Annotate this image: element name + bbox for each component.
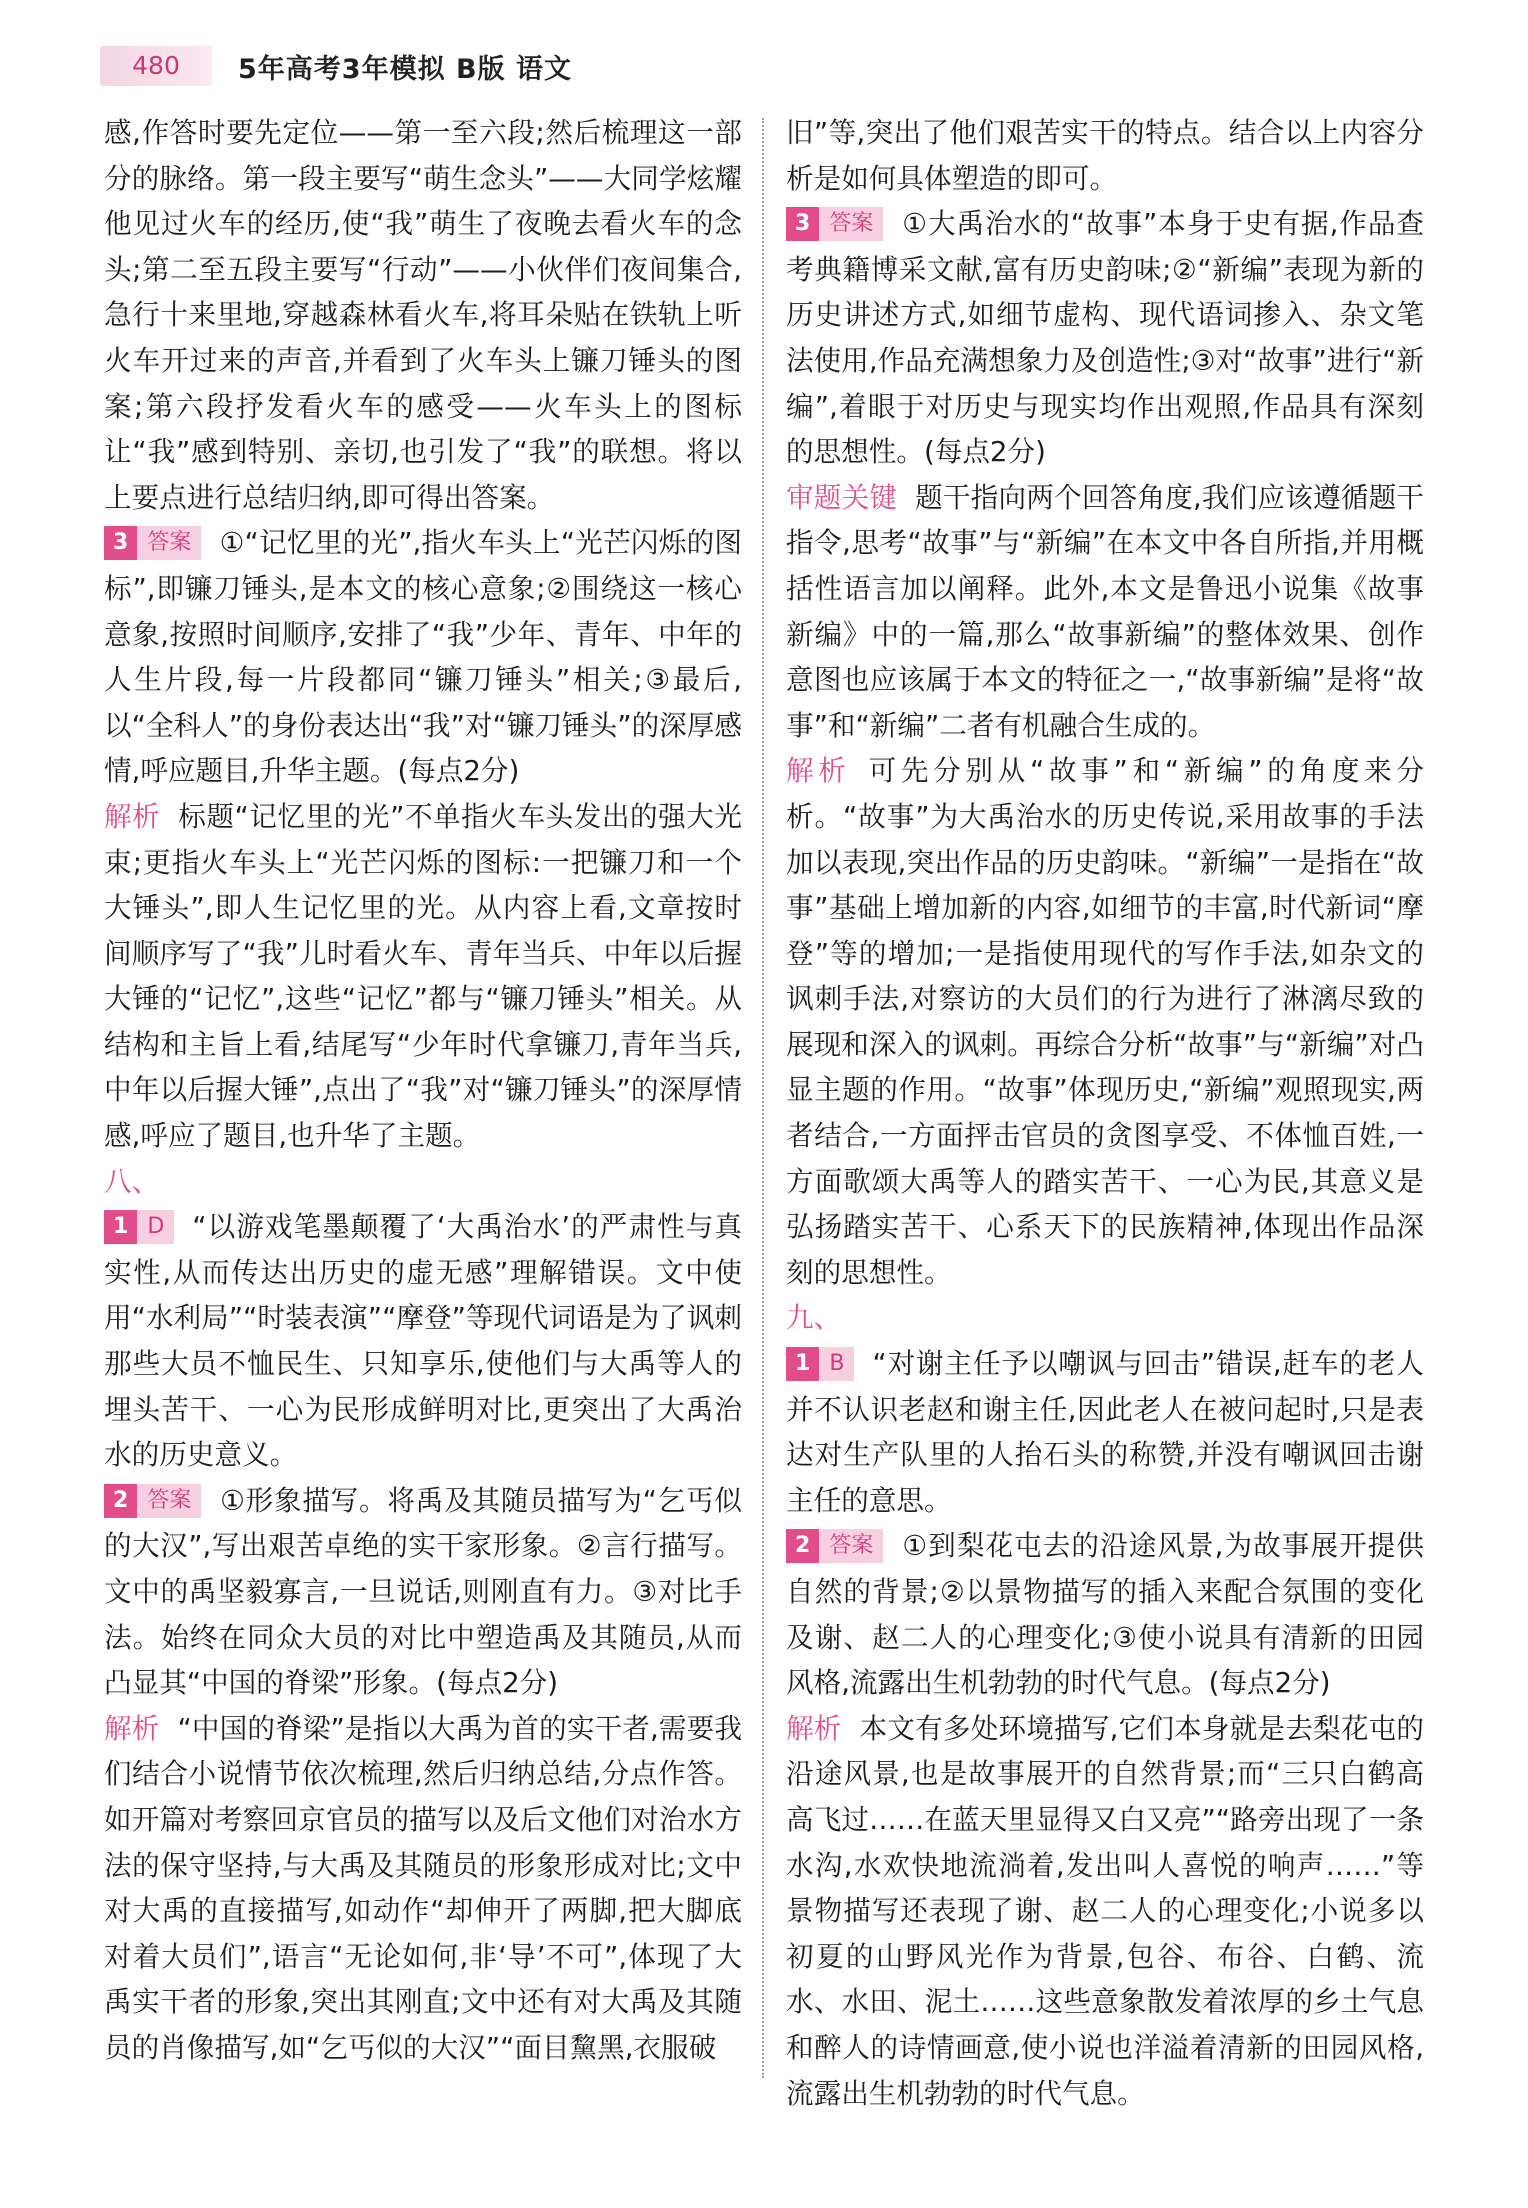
- intro-paragraph: 感,作答时要先定位——第一至六段;然后梳理这一部分的脉络。第一段主要写“萌生念头”——大同学炫耀他见过火车的经历,使“我”萌生了夜晚去看火车的念头;第二至五段主要写“行动”——小伙伴们夜间集合,急行十来里地,穿越森林看火车,将耳朵贴在铁轨上听火车开过来的声音,并看到了火车头上镰刀锤头的图案;第六段抒发看火车的感受——火车头上的图标让“我”感到特别、亲切,也引发了“我”的联想。将以上要点进行总结归纳,即可得出答案。: [104, 116, 742, 514]
- answer-block: [104, 520, 742, 794]
- answer-block: [786, 1523, 1424, 1705]
- answer-tag: [786, 1526, 883, 1560]
- answer-text: ①形象描写。将禹及其随员描写为“乞丐似的大汉”,写出艰苦卓绝的实干家形象。②言行描写。文中的禹坚毅寡言,一旦说话,则刚直有力。③对比手法。始终在同众大员的对比中塑造禹及其随员,从而凸显其“中国的脊梁”形象。(每点2分): [104, 1483, 742, 1700]
- question-number: 3: [104, 526, 137, 560]
- answer-text: ①大禹治水的“故事”本身于史有据,作品查考典籍博采文献,富有历史韵味;②“新编”表现为新的历史讲述方式,如细节虚构、现代语词掺入、杂文笔法使用,作品充满想象力及创造性;③对“故事”进行“新编”,着眼于对历史与现实均作出观照,作品具有深刻的思想性。(每点2分): [786, 207, 1424, 469]
- question-number: 2: [786, 1529, 819, 1563]
- choice-tag: [786, 1344, 854, 1378]
- analysis-block: [786, 1706, 1424, 2116]
- key-point-block: [786, 475, 1424, 749]
- choice-tag: [104, 1207, 174, 1241]
- question-number: 3: [786, 207, 819, 241]
- analysis-label: 解析: [104, 1711, 160, 1745]
- choice-explanation: “对谢主任予以嘲讽与回击”错误,赶车的老人并不认识老赵和谢主任,因此老人在被问起时,只是表达对生产队里的人抬石头的称赞,并没有嘲讽回击谢主任的意思。: [786, 1347, 1424, 1517]
- answer-block: [104, 1478, 742, 1706]
- question-number: 1: [104, 1210, 137, 1244]
- key-point-label: 审题关键: [786, 480, 898, 514]
- answer-label: 答案: [819, 207, 883, 241]
- analysis-block: [786, 748, 1424, 1295]
- choice-letter: D: [137, 1210, 174, 1244]
- book-title: 5年高考3年模拟 B版 语文: [238, 53, 572, 85]
- choice-letter: B: [819, 1347, 854, 1381]
- answer-tag: [104, 523, 201, 557]
- answer-label: 答案: [137, 526, 201, 560]
- section-heading: 九、: [786, 1301, 842, 1335]
- analysis-text: 本文有多处环境描写,它们本身就是去梨花屯的沿途风景,也是故事展开的自然背景;而“三只白鹤高高飞过……在蓝天里显得又白又亮”“路旁出现了一条水沟,水欢快地流淌着,发出叫人喜悦的响声……”等景物描写还表现了谢、赵二人的心理变化;小说多以初夏的山野风光作为背景,包谷、布谷、白鹤、流水、水田、泥土……这些意象散发着浓厚的乡土气息和醉人的诗情画意,使小说也洋溢着清新的田园风格,流露出生机勃勃的时代气息。: [786, 1711, 1424, 2110]
- choice-answer-block: [786, 1341, 1424, 1523]
- analysis-block: [104, 794, 742, 1159]
- analysis-label: 解析: [786, 754, 851, 788]
- question-number: 1: [786, 1347, 819, 1381]
- column-divider: [762, 118, 764, 2078]
- choice-answer-block: [104, 1204, 742, 1478]
- answer-label: 答案: [819, 1529, 883, 1563]
- answer-tag: [786, 204, 883, 238]
- continued-paragraph: 旧”等,突出了他们艰苦实干的特点。结合以上内容分析是如何具体塑造的即可。: [786, 116, 1424, 195]
- analysis-block: [104, 1706, 742, 2071]
- analysis-text: “中国的脊梁”是指以大禹为首的实干者,需要我们结合小说情节依次梳理,然后归纳总结,分点作答。如开篇对考察回京官员的描写以及后文他们对治水方法的保守坚持,与大禹及其随员的形象形成对比;文中对大禹的直接描写,如动作“却伸开了两脚,把大脚底对着大员们”,语言“无论如何,非‘导’不可”,体现了大禹实干者的形象,突出其刚直;文中还有对大禹及其随员的肖像描写,如“乞丐似的大汉”“面目黧黑,衣服破: [104, 1711, 742, 2064]
- key-point-text: 题干指向两个回答角度,我们应该遵循题干指令,思考“故事”与“新编”在本文中各自所指,并用概括性语言加以阐释。此外,本文是鲁迅小说集《故事新编》中的一篇,那么“故事新编”的整体效果、创作意图也应该属于本文的特征之一,“故事新编”是将“故事”和“新编”二者有机融合生成的。: [786, 480, 1424, 742]
- page-number: 480: [100, 46, 212, 86]
- answer-block: [786, 201, 1424, 475]
- answer-text: ①到梨花屯去的沿途风景,为故事展开提供自然的背景;②以景物描写的插入来配合氛围的变化及谢、赵二人的心理变化;③使小说具有清新的田园风格,流露出生机勃勃的时代气息。(每点2分): [786, 1529, 1424, 1700]
- left-column: [104, 110, 742, 2071]
- answer-tag: [104, 1481, 201, 1515]
- analysis-text: 可先分别从“故事”和“新编”的角度来分析。“故事”为大禹治水的历史传说,采用故事的手法加以表现,突出作品的历史韵味。“新编”一是指在“故事”基础上增加新的内容,如细节的丰富,时代新词“摩登”等的增加;一是指使用现代的写作手法,如杂文的讽刺手法,对察访的大员们的行为进行了淋漓尽致的展现和深入的讽刺。再综合分析“故事”与“新编”对凸显主题的作用。“故事”体现历史,“新编”观照现实,两者结合,一方面抨击官员的贪图享受、不体恤百姓,一方面歌颂大禹等人的踏实苦干、一心为民,其意义是弘扬踏实苦干、心系天下的民族精神,体现出作品深刻的思想性。: [786, 754, 1424, 1289]
- answer-label: 答案: [137, 1484, 201, 1518]
- section-heading: 八、: [104, 1164, 160, 1198]
- analysis-text: 标题“记忆里的光”不单指火车头发出的强大光束;更指火车头上“光芒闪烁的图标:一把镰刀和一个大锤头”,即人生记忆里的光。从内容上看,文章按时间顺序写了“我”儿时看火车、青年当兵、中年以后握大锤的“记忆”,这些“记忆”都与“镰刀锤头”相关。从结构和主旨上看,结尾写“少年时代拿镰刀,青年当兵,中年以后握大锤”,点出了“我”对“镰刀锤头”的深厚情感,呼应了题目,也升华了主题。: [104, 799, 742, 1153]
- question-number: 2: [104, 1484, 137, 1518]
- choice-explanation: “以游戏笔墨颠覆了‘大禹治水’的严肃性与真实性,从而传达出历史的虚无感”理解错误。文中使用“水利局”“时装表演”“摩登”等现代词语是为了讽刺那些大员不恤民生、只知享乐,使他们与大禹等人的埋头苦干、一心为民形成鲜明对比,更突出了大禹治水的历史意义。: [104, 1210, 742, 1472]
- right-column: [786, 110, 1424, 2116]
- analysis-label: 解析: [786, 1711, 842, 1745]
- answer-text: ①“记忆里的光”,指火车头上“光芒闪烁的图标”,即镰刀锤头,是本文的核心意象;②围绕这一核心意象,按照时间顺序,安排了“我”少年、青年、中年的人生片段,每一片段都同“镰刀锤头”相关;③最后,以“全科人”的身份表达出“我”对“镰刀锤头”的深厚感情,呼应题目,升华主题。(每点2分): [104, 526, 742, 788]
- analysis-label: 解析: [104, 799, 161, 833]
- page-header: [100, 40, 1440, 92]
